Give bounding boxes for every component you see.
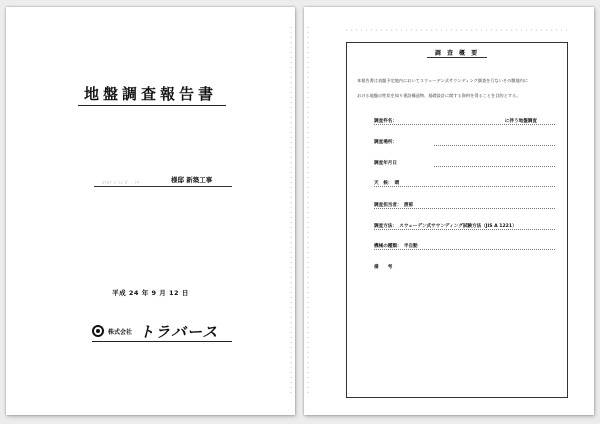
field-underline <box>374 229 555 230</box>
field-label: 調査年月日 <box>374 161 397 166</box>
overview-frame <box>346 42 568 398</box>
field-underline <box>434 166 555 167</box>
company-prefix: 株式会社 <box>108 329 133 336</box>
field-label: 備 考 <box>374 265 393 270</box>
overview-title: 調 査 概 要 <box>434 50 480 57</box>
field-label: 調査担当者： 渡部 <box>374 203 414 208</box>
field-survey-location <box>374 137 555 146</box>
field-underline <box>434 145 555 146</box>
field-underline <box>374 249 555 250</box>
company-underline <box>92 341 232 342</box>
overview-title-underline <box>427 57 487 58</box>
top-binding-holes <box>344 29 568 31</box>
report-cover-page <box>6 7 295 415</box>
field-label: 調査方法： スウェーデン式サウンディング試験方法（JIS A 1221） <box>374 224 517 229</box>
field-underline <box>374 208 555 209</box>
binding-holes <box>290 25 292 397</box>
cover-title-underline <box>78 105 226 106</box>
intro-line: 本報告書は表題予定地内においてスウェーデン式サウンディング調査を行ないその敷地内に <box>357 78 529 83</box>
company-logo-icon <box>92 325 104 337</box>
field-underline <box>374 186 555 187</box>
binding-holes <box>307 25 309 397</box>
field-value: に伴う地盤調査 <box>504 119 537 124</box>
field-survey-date <box>374 158 555 167</box>
field-survey-method <box>374 221 555 230</box>
overview-intro <box>357 73 559 103</box>
intro-line: おける地盤の性状を知り建設構造物、基礎設計に関する資料を得ることを目的とする。 <box>357 93 521 98</box>
field-survey-name <box>374 116 555 125</box>
company-name: トラバース <box>139 323 219 341</box>
project-underline <box>94 186 232 187</box>
field-label: 機械の種類： 半自動 <box>374 244 418 249</box>
field-label: 調査件名： <box>374 119 397 124</box>
project-name: 様邸 新築工事 <box>171 176 213 184</box>
survey-overview-page <box>304 7 594 415</box>
field-remarks <box>374 262 555 271</box>
field-surveyor <box>374 200 555 209</box>
project-faint-text: ﾖｳﾎｳ ｼﾞﾕﾝ ｶﾞ . ﾄｳ <box>102 180 140 185</box>
field-label: 調査場所： <box>374 140 397 145</box>
field-machine-type <box>374 241 555 250</box>
field-weather <box>374 178 555 187</box>
cover-title: 地盤調査報告書 <box>83 85 217 103</box>
report-date: 平成 24 年 9 月 12 日 <box>112 289 189 297</box>
field-label: 天 候： 晴 <box>374 181 400 186</box>
field-underline <box>374 124 555 125</box>
